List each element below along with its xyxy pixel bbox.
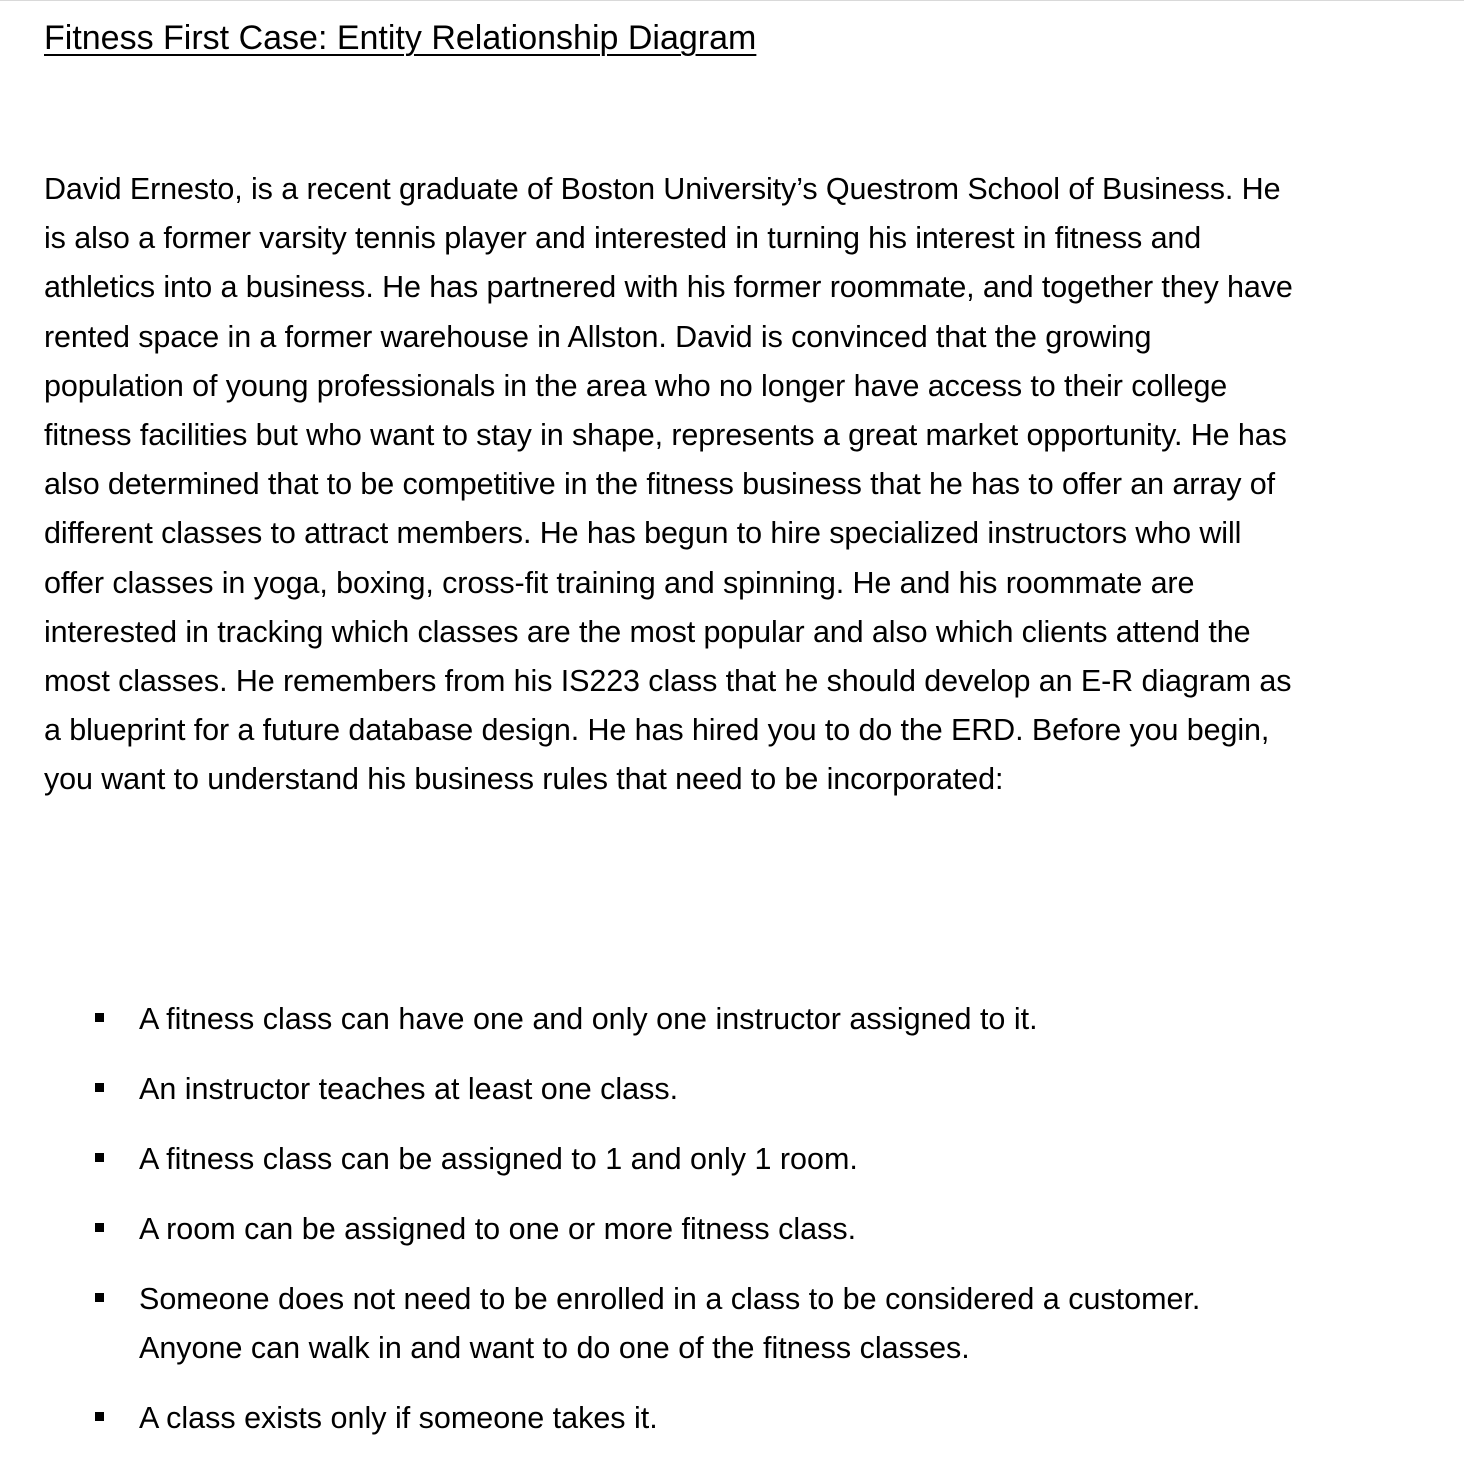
rule-text: A fitness class can have one and only one instructor assigned to it. <box>139 1002 1038 1036</box>
list-item <box>88 995 1268 1044</box>
square-bullet-icon <box>95 1412 104 1421</box>
list-item <box>88 1065 1268 1114</box>
square-bullet-icon <box>95 1153 104 1162</box>
rule-text: An instructor teaches at least one class. <box>139 1072 679 1106</box>
rule-text: A fitness class can be assigned to 1 and only 1 room. <box>139 1142 858 1176</box>
square-bullet-icon <box>95 1083 104 1092</box>
list-item <box>88 1135 1268 1184</box>
list-item <box>88 1394 1268 1443</box>
list-item <box>88 1275 1268 1373</box>
top-border-line <box>0 0 1464 1</box>
rule-text: A room can be assigned to one or more fitness class. <box>139 1212 857 1246</box>
square-bullet-icon <box>95 1013 104 1022</box>
square-bullet-icon <box>95 1293 104 1302</box>
business-rules-list <box>88 995 1268 1464</box>
document-title: Fitness First Case: Entity Relationship Diagram <box>44 19 757 57</box>
rule-text: Someone does not need to be enrolled in a class to be considered a customer. Anyone can walk in and want to do one of the fitness classes. <box>139 1282 1201 1365</box>
square-bullet-icon <box>95 1223 104 1232</box>
intro-paragraph: David Ernesto, is a recent graduate of Boston University’s Questrom School of Business. He is also a former varsity tennis player and interested in turning his interest in fitness and athletics into a business. He has partnered with his former roommate, and together they have rented space in a former warehouse in Allston. David is convinced that the growing population of young professionals in the area who no longer have access to their college fitness facilities but who want to stay in shape, represents a great market opportunity. He has also determined that to be competitive in the fitness business that he has to offer an array of different classes to attract members. He has begun to hire specialized instructors who will offer classes in yoga, boxing, cross-fit training and spinning. He and his roommate are interested in tracking which classes are the most popular and also which clients attend the most classes. He remembers from his IS223 class that he should develop an E-R diagram as a blueprint for a future database design. He has hired you to do the ERD. Before you begin, you want to understand his business rules that need to be incorporated: <box>44 172 1293 797</box>
list-item <box>88 1205 1268 1254</box>
rule-text: A class exists only if someone takes it. <box>139 1401 658 1435</box>
